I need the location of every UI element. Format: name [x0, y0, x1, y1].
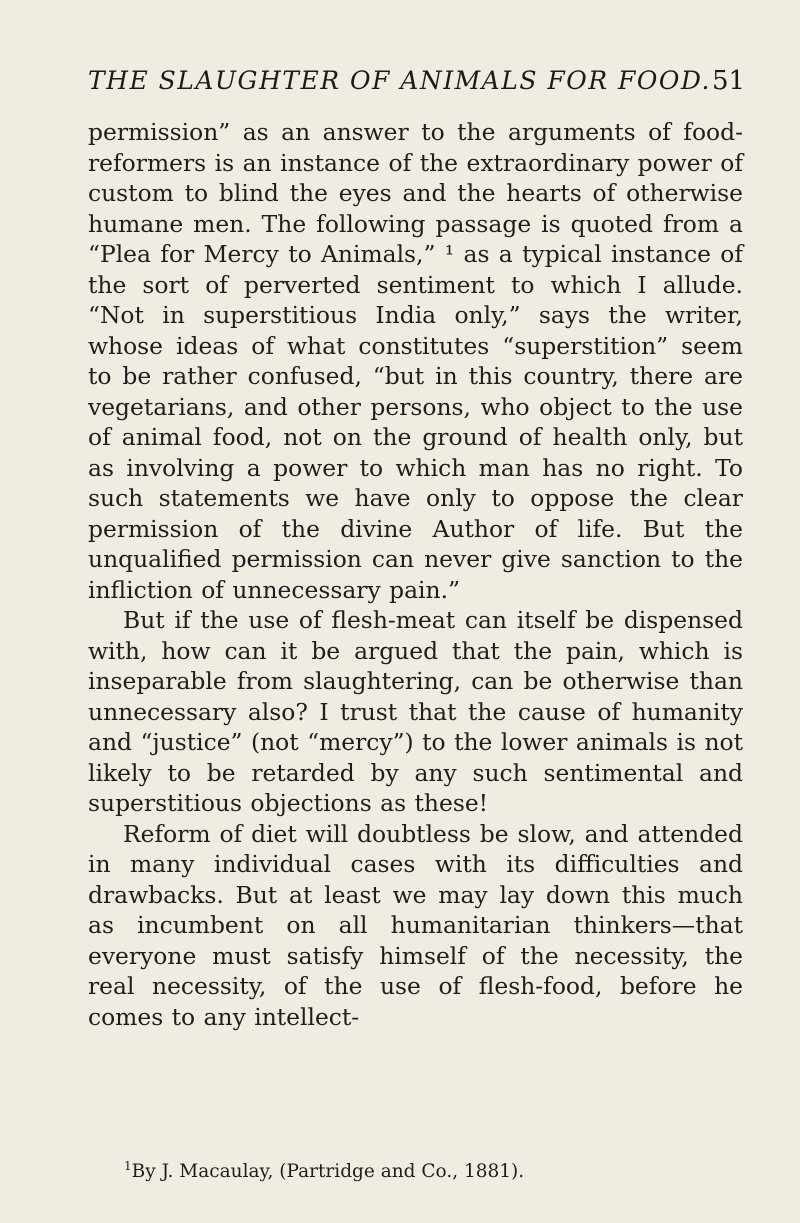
paragraph: Reform of diet will doubtless be slow, and attended in many individual cases with its difficulties and drawbacks. But at least we may lay down this much as incumbent on all humanitarian thinkers—that everyone must satisfy himself of the necessity, the real necessity, of the use of flesh-food, before he comes to any intellect- [88, 819, 743, 1031]
running-head-title: THE SLAUGHTER OF ANIMALS FOR FOOD. [88, 66, 711, 95]
paragraph-continued: permission” as an answer to the arguments of food-reformers is an instance of the extraordinary power of custom to blind the eyes and the hearts of otherwise humane men. The following passage is quoted from a “Plea for Mercy to Animals,” ¹ as a typical instance of the sort of perverted sentiment to which I allude. “Not in superstitious India only,” says the writer, whose ideas of what constitutes “superstition” seem to be rather confused, “but in this country, there are vegetarians, and other persons, who object to the use of animal food, not on the ground of health only, but as involving a power to which man has no right. To such statements we have only to oppose the clear permission of the divine Author of life. But the unqualified permission can never give sanction to the infliction of unnecessary pain.” [88, 118, 743, 604]
footnote-marker: 1 [124, 1159, 132, 1173]
body-text [88, 117, 743, 1032]
footnote-text: By J. Macaulay, (Partridge and Co., 1881). [131, 1161, 525, 1182]
page-number: 51 [712, 66, 746, 96]
footnote [124, 1161, 744, 1182]
paragraph: But if the use of flesh-meat can itself be dispensed with, how can it be argued that the pain, which is inseparable from slaughtering, can be otherwise than unnecessary also? I trust that the cause of humanity and “justice” (not “mercy”) to the lower animals is not likely to be retarded by any such sentimental and superstitious objections as these! [88, 606, 743, 817]
